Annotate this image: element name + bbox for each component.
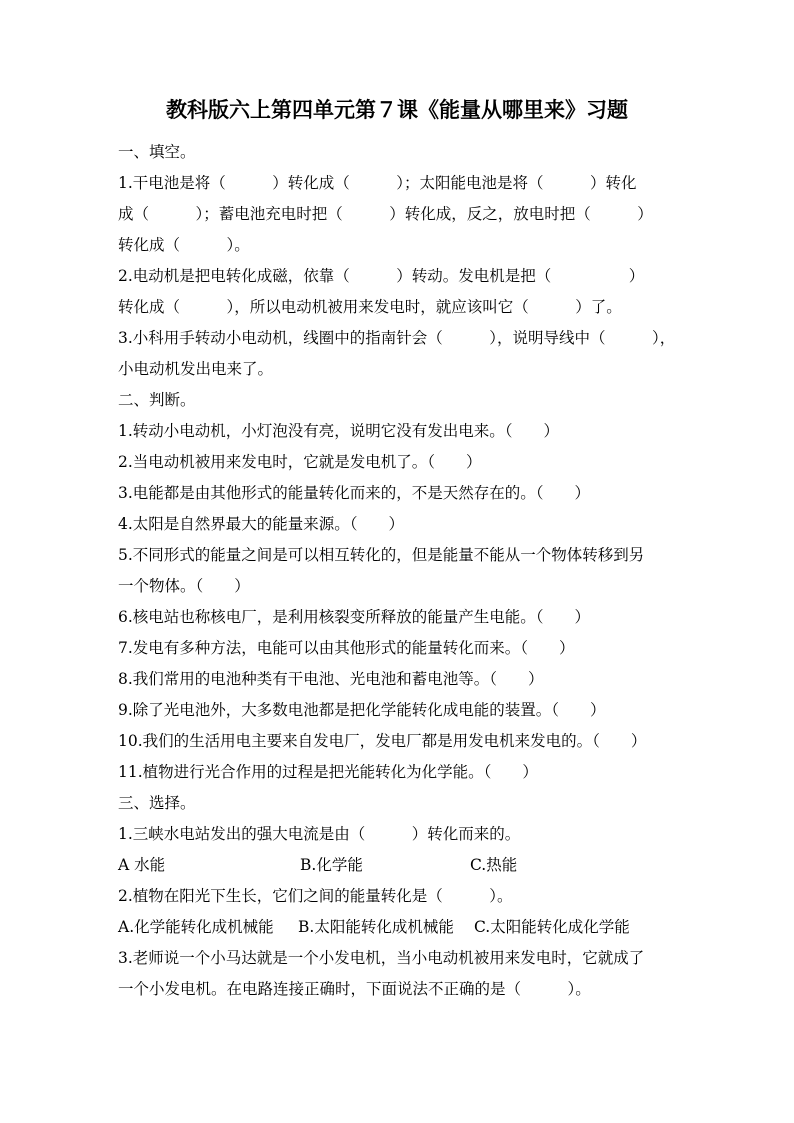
choice-q1-option-b: B.化学能 xyxy=(300,856,363,874)
worksheet-title: 教科版六上第四单元第７课《能量从哪里来》习题 xyxy=(166,97,628,122)
fill-line: 3.小科用手转动小电动机，线圈中的指南针会（ ），说明导线中（ ）， xyxy=(118,329,676,347)
judge-line: 4.太阳是自然界最大的能量来源。（ ） xyxy=(118,515,405,533)
fill-line: 小电动机发出电来了。 xyxy=(118,360,274,378)
judge-line: 3.电能都是由其他形式的能量转化而来的，不是天然存在的。（ ） xyxy=(118,484,591,502)
choice-q1-options xyxy=(118,850,678,881)
judge-line: 11.植物进行光合作用的过程是把光能转化为化学能。（ ） xyxy=(118,763,538,781)
choice-q2-options xyxy=(118,912,678,943)
fill-line: 转化成（ ），所以电动机被用来发电时，就应该叫它（ ）了。 xyxy=(118,298,622,316)
fill-line: 1.干电池是将（ ）转化成（ ）；太阳能电池是将（ ）转化 xyxy=(118,174,637,192)
judge-line: 5.不同形式的能量之间是可以相互转化的，但是能量不能从一个物体转移到另 xyxy=(118,546,645,564)
judge-line: 6.核电站也称核电厂，是利用核裂变所释放的能量产生电能。（ ） xyxy=(118,608,591,626)
choice-q3-stem-line: 3.老师说一个小马达就是一个小发电机，当小电动机被用来发电时，它就成了 xyxy=(118,949,645,967)
choice-q2-option-a: A.化学能转化成机械能 xyxy=(118,918,274,936)
choice-q2-option-b: B.太阳能转化成机械能 xyxy=(298,918,454,936)
judge-line: 8.我们常用的电池种类有干电池、光电池和蓄电池等。（ ） xyxy=(118,670,544,688)
judge-line: 9.除了光电池外，大多数电池都是把化学能转化成电能的装置。（ ） xyxy=(118,701,606,719)
judge-line: 1.转动小电动机，小灯泡没有亮，说明它没有发出电来。（ ） xyxy=(118,422,560,440)
section-heading-judge: 二、判断。 xyxy=(118,391,196,409)
section-heading-choice: 三、选择。 xyxy=(118,794,196,812)
section-heading-fill: 一、填空。 xyxy=(118,143,196,161)
judge-line: 7.发电有多种方法，电能可以由其他形式的能量转化而来。（ ） xyxy=(118,639,575,657)
judge-line: 2.当电动机被用来发电时，它就是发电机了。（ ） xyxy=(118,453,482,471)
worksheet-content xyxy=(118,137,678,1005)
judge-line: 一个物体。（ ） xyxy=(118,577,250,595)
fill-line: 成（ ）；蓄电池充电时把（ ）转化成，反之，放电时把（ ） xyxy=(118,205,653,223)
judge-line: 10.我们的生活用电主要来自发电厂，发电厂都是用发电机来发电的。（ ） xyxy=(118,732,647,750)
fill-line: 转化成（ ）。 xyxy=(118,236,250,254)
choice-q1-stem: 1.三峡水电站发出的强大电流是由（ ）转化而来的。 xyxy=(118,825,521,843)
choice-q1-option-a: A 水能 xyxy=(118,856,166,874)
fill-line: 2.电动机是把电转化成磁，依靠（ ）转动。发电机是把（ ） xyxy=(118,267,645,285)
choice-q2-stem: 2.植物在阳光下生长，它们之间的能量转化是（ ）。 xyxy=(118,887,513,905)
choice-q1-option-c: C.热能 xyxy=(470,856,518,874)
choice-q2-option-c: C.太阳能转化成化学能 xyxy=(474,918,630,936)
choice-q3-stem-line: 一个小发电机。在电路连接正确时，下面说法不正确的是（ ）。 xyxy=(118,980,591,998)
